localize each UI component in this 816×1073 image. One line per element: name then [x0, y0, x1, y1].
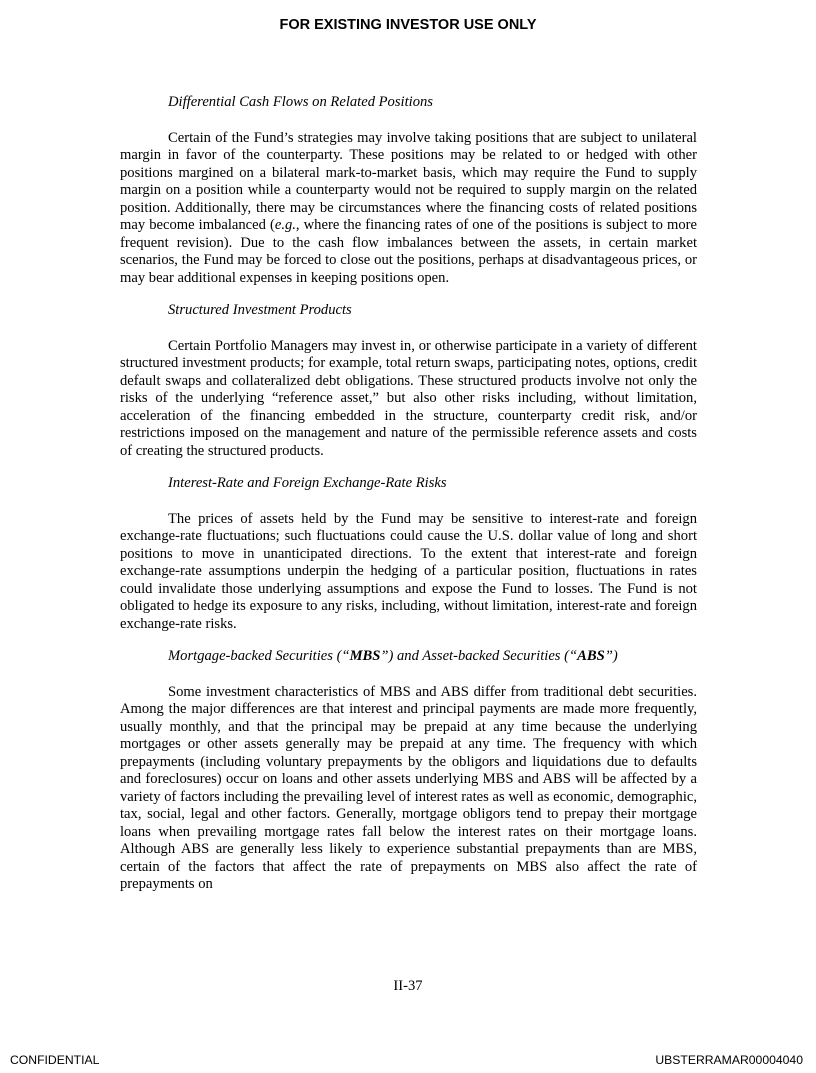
document-body: [120, 94, 697, 894]
heading-text: ”): [604, 648, 618, 664]
heading-bold-mbs: MBS: [349, 648, 381, 664]
section-paragraph-mbs-abs: Some investment characteristics of MBS and ABS differ from traditional debt securities. Among the major differences are that interest and principal payments are made more frequently, usually monthly, and that the principal may be prepaid at any time because the underlying mortgages or other assets generally may be prepaid at any time. The frequency with which prepayments (including voluntary prepayments by the obligors and liquidations due to defaults and foreclosures) occur on loans and other assets underlying MBS and ABS will be affected by a variety of factors including the prevailing level of interest rates as well as economic, demographic, tax, social, legal and other factors. Generally, mortgage obligors tend to prepay their mortgage loans when prevailing mortgage rates fall below the interest rates on their mortgage loans. Although ABS are generally less likely to experience substantial prepayments than are MBS, certain of the factors that affect the rate of prepayments on MBS also affect the rate of prepayments on: [120, 683, 697, 892]
paragraph-text-tail: , where the financing rates of one of the positions is subject to more frequent revision). Due to the cash flow imbalances between the assets, in certain market scenarios, the Fund may be forced to close out the positions, perhaps at disadvantageous prices, or may bear additional expenses in keeping positions open.: [120, 217, 697, 286]
heading-bold-abs: ABS: [577, 648, 605, 664]
paragraph-text: Certain of the Fund’s strategies may involve taking positions that are subject to unilateral margin in favor of the counterparty. These positions may be related to or hedged with other positions margined on a bilateral mark-to-market basis, which may require the Fund to supply margin on a position while a counterparty would not be required to supply margin on the related position. Additionally, there may be circumstances where the financing costs of related positions may become imbalanced (: [120, 129, 697, 233]
section-paragraph-interest-rate-risks: The prices of assets held by the Fund may be sensitive to interest-rate and foreign exchange-rate fluctuations; such fluctuations could cause the U.S. dollar value of long and short positions to move in unanticipated directions. To the extent that interest-rate and foreign exchange-rate assumptions underpin the hedging of a particular position, fluctuations in rates could invalidate those underlying assumptions and expose the Fund to losses. The Fund is not obligated to hedge its exposure to any risks, including, without limitation, interest-rate and foreign exchange-rate risks.: [120, 510, 697, 632]
heading-text: Mortgage-backed Securities (“: [168, 648, 350, 664]
heading-text: ”) and Asset-backed Securities (“: [380, 648, 578, 664]
section-heading-structured-products: Structured Investment Products: [168, 302, 352, 318]
bates-number: UBSTERRAMAR00004040: [655, 1053, 803, 1067]
page-banner: FOR EXISTING INVESTOR USE ONLY: [279, 17, 537, 33]
paragraph-emphasis: e.g.: [274, 217, 296, 233]
section-paragraph-structured-products: Certain Portfolio Managers may invest in, or otherwise participate in a variety of different structured investment products; for example, total return swaps, participating notes, options, credit default swaps and collateralized debt obligations. These structured products involve not only the risks of the underlying “reference asset,” but also other risks including, without limitation, acceleration of the financing embedded in the structure, counterparty credit risk, and/or restrictions imposed on the management and nature of the permissible reference assets and costs of creating the structured products.: [120, 337, 697, 459]
section-paragraph-differential-cash-flows: [120, 130, 697, 288]
page-number: II-37: [393, 978, 423, 994]
confidential-label: CONFIDENTIAL: [10, 1053, 100, 1067]
section-heading-differential-cash-flows: Differential Cash Flows on Related Positions: [168, 94, 433, 110]
section-heading-mbs-abs: [168, 648, 697, 666]
section-heading-interest-rate-risks: Interest-Rate and Foreign Exchange-Rate Risks: [168, 475, 447, 491]
